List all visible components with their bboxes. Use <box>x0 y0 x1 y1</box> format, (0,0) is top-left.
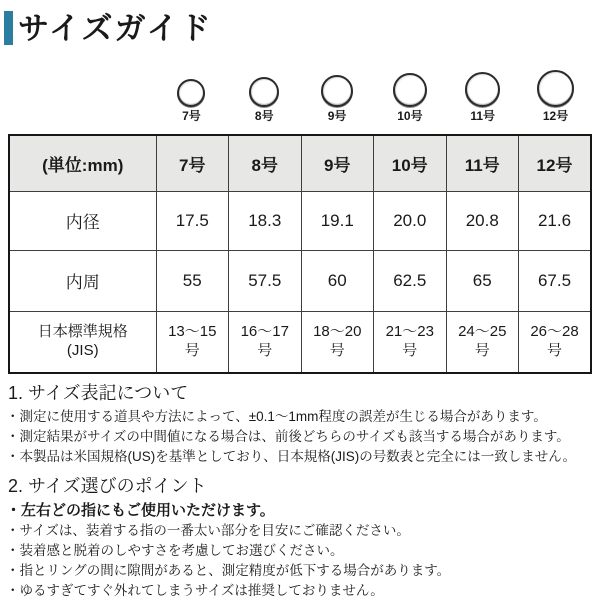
ring-icon <box>249 77 279 107</box>
note-bullet: ・サイズは、装着する指の一番太い部分を目安にご確認ください。 <box>6 522 410 538</box>
note-bullet: ・測定結果がサイズの中間値になる場合は、前後どちらのサイズも該当する場合があります。 <box>6 429 570 445</box>
jis-range: 24〜25 <box>458 323 507 340</box>
ring-size-illustrations <box>8 68 592 122</box>
column-header: 12号 <box>519 135 592 191</box>
jis-range: 21〜23 <box>385 323 434 340</box>
ring-icon <box>321 75 353 107</box>
title-accent-bar <box>4 11 13 45</box>
table-cell <box>374 311 447 373</box>
table-row-inner-circumference <box>9 250 591 311</box>
table-cell <box>301 311 374 373</box>
jis-range: 13〜15 <box>168 323 217 340</box>
note-bullet: ・ゆるすぎてすぐ外れてしまうサイズは推奨しておりません。 <box>6 582 384 598</box>
ring-label: 11号 <box>470 109 496 123</box>
table-cell <box>519 311 592 373</box>
table-row-inner-diameter <box>9 191 591 250</box>
jis-range: 18〜20 <box>313 323 362 340</box>
ring-label: 9号 <box>327 109 347 123</box>
table-cell <box>229 311 302 373</box>
section-heading: 1. サイズ表記について <box>8 383 189 403</box>
page-header <box>4 8 600 48</box>
table-cell: 60 <box>301 250 374 311</box>
table-cell: 17.5 <box>156 191 229 250</box>
ring-item <box>301 75 374 122</box>
jis-suffix: 号 <box>474 341 490 359</box>
table-cell: 62.5 <box>374 250 447 311</box>
table-cell: 67.5 <box>519 250 592 311</box>
ring-item <box>519 70 592 122</box>
note-bullet: ・本製品は米国規格(US)を基準としており、日本規格(JIS)の号数表と完全には一致しません。 <box>6 449 577 465</box>
table-row-jis <box>9 311 591 373</box>
jis-range: 26〜28 <box>530 323 579 340</box>
ring-item <box>228 77 301 122</box>
table-cell: 20.8 <box>446 191 519 250</box>
row-label-jis <box>9 311 156 373</box>
jis-label-line2: (JIS) <box>66 341 99 359</box>
table-header-row <box>9 135 591 191</box>
jis-label-line1: 日本標準規格 <box>37 323 128 340</box>
page-title: サイズガイド <box>18 10 213 46</box>
table-cell <box>446 311 519 373</box>
jis-suffix: 号 <box>329 341 345 359</box>
table-cell: 21.6 <box>519 191 592 250</box>
ring-item <box>155 79 228 122</box>
column-header: 10号 <box>374 135 447 191</box>
note-bullet: ・測定に使用する道具や方法によって、±0.1〜1mm程度の誤差が生じる場合があります。 <box>6 409 547 425</box>
ring-icon <box>177 79 205 107</box>
ring-item <box>446 72 519 122</box>
ring-item <box>373 73 446 122</box>
ring-label: 8号 <box>254 109 274 123</box>
row-label: 内周 <box>9 250 156 311</box>
jis-suffix: 号 <box>402 341 418 359</box>
column-header: 7号 <box>156 135 229 191</box>
ring-label: 12号 <box>542 109 569 123</box>
ring-label: 10号 <box>397 109 423 123</box>
table-cell: 65 <box>446 250 519 311</box>
column-header: 9号 <box>301 135 374 191</box>
note-bullet: ・装着感と脱着のしやすさを考慮してお選びください。 <box>6 542 344 558</box>
section-heading: 2. サイズ選びのポイント <box>8 476 207 497</box>
ring-icon <box>465 72 500 107</box>
note-bullet: ・指とリングの間に隙間があると、測定精度が低下する場合があります。 <box>6 562 451 578</box>
table-cell: 55 <box>156 250 229 311</box>
size-table <box>8 134 592 374</box>
notes-size-notation <box>6 382 594 467</box>
table-cell: 57.5 <box>229 250 302 311</box>
ring-label: 7号 <box>182 109 201 123</box>
ring-icon <box>393 73 427 107</box>
notes-size-choice <box>6 475 594 600</box>
unit-header-cell: (単位:mm) <box>9 135 156 191</box>
jis-suffix: 号 <box>546 341 562 359</box>
column-header: 8号 <box>229 135 302 191</box>
ring-icon <box>537 70 574 107</box>
row-label: 内径 <box>9 191 156 250</box>
note-bullet-bold: ・左右どの指にもご使用いただけます。 <box>6 501 275 519</box>
table-cell <box>156 311 229 373</box>
column-header: 11号 <box>446 135 519 191</box>
table-cell: 20.0 <box>374 191 447 250</box>
table-cell: 19.1 <box>301 191 374 250</box>
jis-range: 16〜17 <box>240 323 289 340</box>
jis-suffix: 号 <box>257 341 273 359</box>
jis-suffix: 号 <box>184 341 200 359</box>
table-cell: 18.3 <box>229 191 302 250</box>
